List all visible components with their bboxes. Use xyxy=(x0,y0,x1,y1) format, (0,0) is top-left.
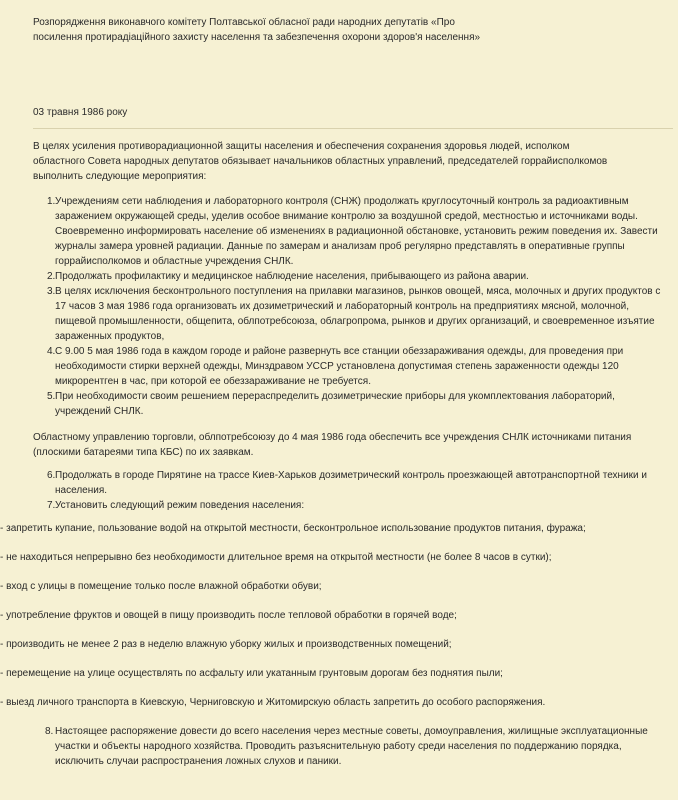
item-number: 1. xyxy=(47,196,56,207)
list-item xyxy=(33,344,663,389)
rule-item: - запретить купание, пользование водой на открытой местности, бесконтрольное использование продуктов питания, фуража; xyxy=(0,523,586,534)
item-number: 3. xyxy=(47,286,56,297)
item-number: 5. xyxy=(47,391,56,402)
rule-item: - выезд личного транспорта в Киевскую, Черниговскую и Житомирскую область запретить до особого распоряжения. xyxy=(0,697,546,708)
list-item xyxy=(33,284,663,344)
item-number: 2. xyxy=(47,271,56,282)
document-date: 03 травня 1986 року xyxy=(33,107,128,118)
item-text: В целях исключения бесконтрольного поступления на прилавки магазинов, рынков овощей, мяса, молочных и других продуктов с 17 часов 3 мая 1986 года организовать их дозиметрический и лабораторный контроль на предприятиях мясной, молочной, пищевой промышленности, общепита, облпотребсоюза, облагропрома, рынков и других организаций, и своевременное изъятие зараженных продуктов, xyxy=(55,286,661,342)
list-item xyxy=(33,269,663,284)
item-text: При необходимости своим решением перераспределить дозиметрические приборы для укомплектования лабораторий, учреждений СНЛК. xyxy=(55,391,615,417)
item-text: Продолжать профилактику и медицинское наблюдение населения, прибывающего из района аварии. xyxy=(55,271,529,282)
list-item xyxy=(33,724,663,769)
list-item xyxy=(33,389,663,419)
date-divider xyxy=(33,128,673,129)
measures-list-2 xyxy=(33,468,663,513)
rule-item: - не находиться непрерывно без необходимости длительное время на открытой местности (не более 8 часов в сутки); xyxy=(0,552,552,563)
measures-list-1 xyxy=(33,194,663,419)
rule-item: - перемещение на улице осуществлять по асфальту или укатанным грунтовым дорогам без поднятия пыли; xyxy=(0,668,503,679)
list-item xyxy=(33,194,663,269)
item-text: Учреждениям сети наблюдения и лабораторного контроля (СНЖ) продолжать круглосуточный контроль за радиоактивным заражением окружающей среды, уделив особое внимание контролю за воздушной средой, местностью и источниками воды. Своевременно информировать население об изменениях в радиационной обстановке, установить режим поведения их. Завести журналы замера уровней радиации. Данные по замерам и анализам проб регулярно представлять в оперативные группы горрайисполкомов и областные учреждения СНЛК. xyxy=(55,196,658,267)
trade-paragraph: Областному управлению торговли, облпотребсоюзу до 4 мая 1986 года обеспечить все учреждения СНЛК источниками питания (плоскими батареями типа КБС) по их заявкам. xyxy=(33,432,632,458)
item-number: 7. xyxy=(47,500,56,511)
measures-list-3 xyxy=(33,724,663,769)
item-number: 8. xyxy=(45,726,54,737)
document-title: Розпорядження виконавчого комітету Полтавської обласної ради народних депутатів «Про посилення протирадіаційного захисту населення та забезпечення охорони здоров'я населення» xyxy=(33,17,481,43)
item-text: С 9.00 5 мая 1986 года в каждом городе и районе развернуть все станции обеззараживания одежды, для проведения при необходимости стирки верхней одежды, Минздравом УССР установлена допустимая степень зараженности одежды 120 микрорентген в час, при которой ее обеззараживание не требуется. xyxy=(55,346,624,387)
item-text: Установить следующий режим поведения населения: xyxy=(55,500,305,511)
behavior-rules xyxy=(0,521,663,710)
item-text: Настоящее распоряжение довести до всего населения через местные советы, домоуправления, жилищные эксплуатационные участки и объекты народного хозяйства. Проводить разъяснительную работу среди населения по поддержанию порядка, исключить случаи распространения ложных слухов и паники. xyxy=(55,726,648,767)
rule-item: - производить не менее 2 раз в неделю влажную уборку жилых и производственных помещений; xyxy=(0,639,452,650)
intro-paragraph: В целях усиления противорадиационной защиты населения и обеспечения сохранения здоровья людей, исполком областного Совета народных депутатов обязывает начальников областных управлений, председателей горрайисполкомов выполнить следующие мероприятия: xyxy=(33,141,608,182)
item-number: 6. xyxy=(47,470,56,481)
rule-item: - вход с улицы в помещение только после влажной обработки обуви; xyxy=(0,581,322,592)
item-text: Продолжать в городе Пирятине на трассе Киев-Харьков дозиметрический контроль проезжающей автотранспортной техники и населения. xyxy=(55,470,647,496)
list-item xyxy=(33,468,663,498)
rule-item: - употребление фруктов и овощей в пищу производить после тепловой обработки в горячей воде; xyxy=(0,610,457,621)
item-number: 4. xyxy=(47,346,56,357)
list-item xyxy=(33,498,663,513)
